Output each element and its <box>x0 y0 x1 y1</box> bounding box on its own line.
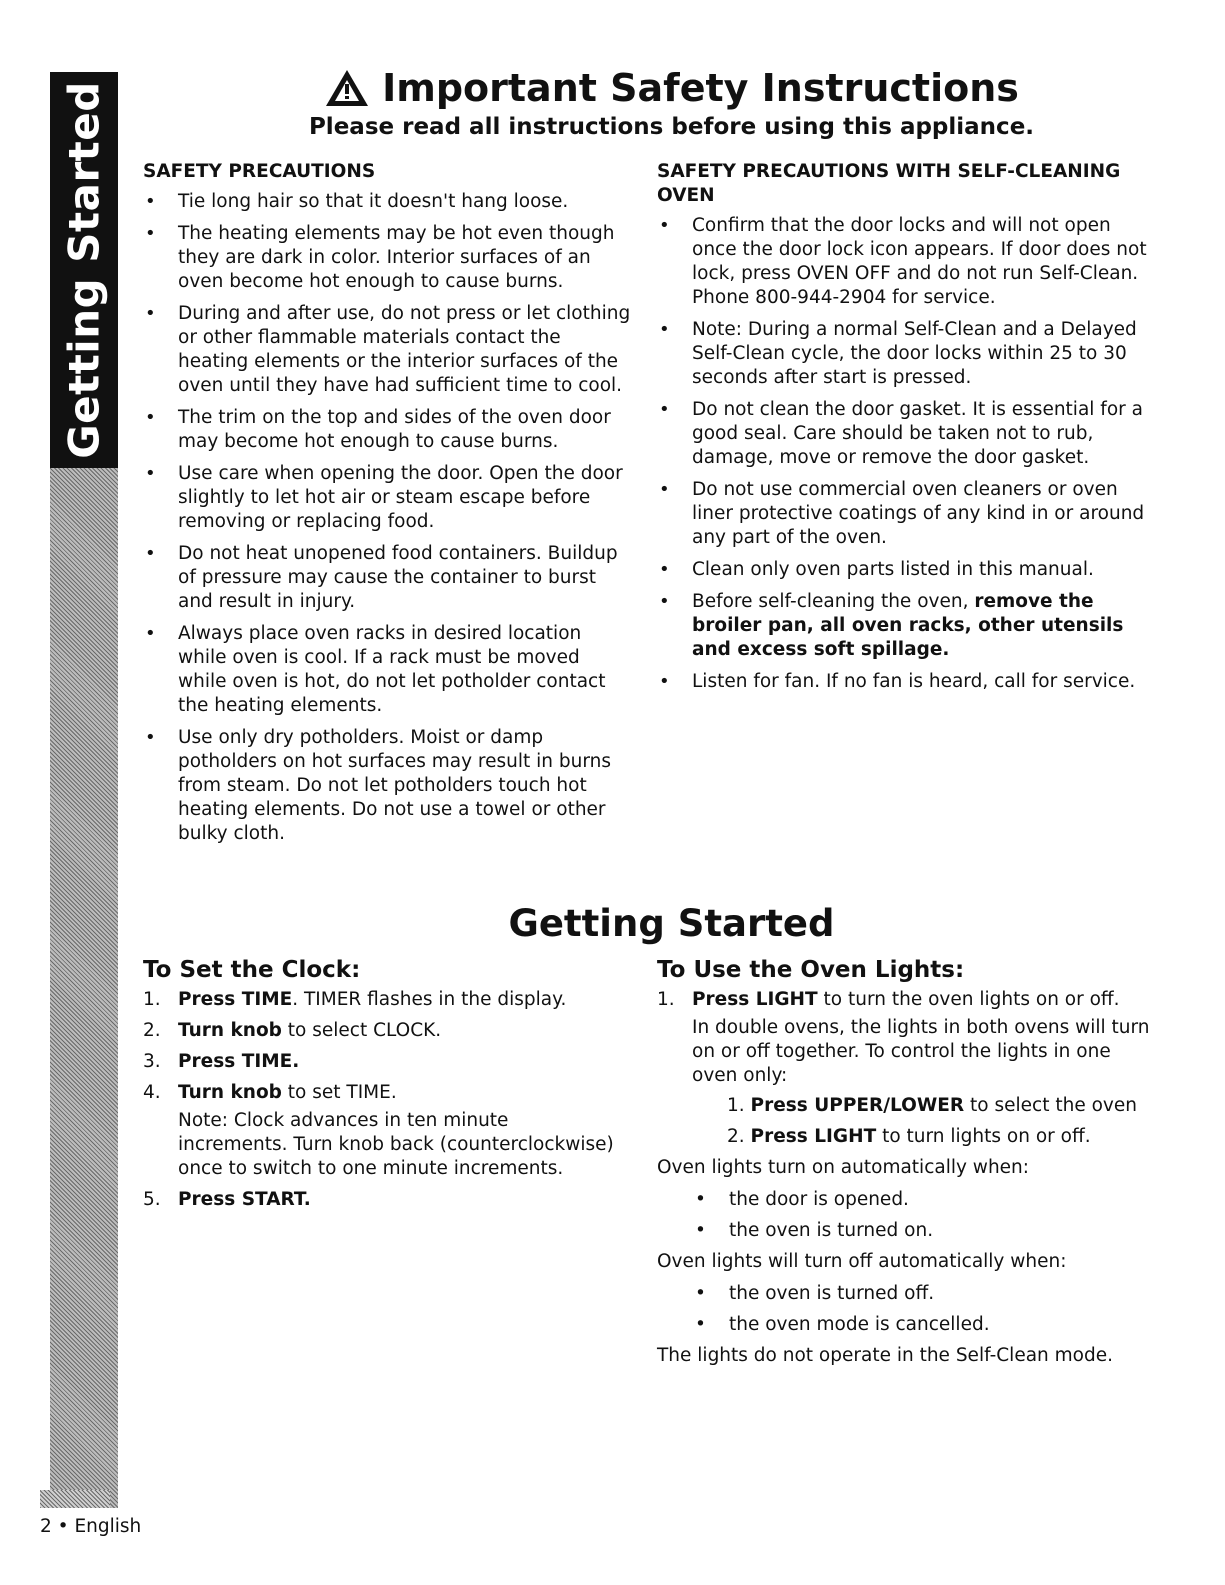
step-action: Press LIGHT <box>692 989 818 1010</box>
step-number: 1. <box>143 989 161 1010</box>
sub-step-item <box>692 1094 1157 1118</box>
step-number: 3. <box>143 1051 161 1072</box>
side-tab <box>50 72 118 468</box>
list-item: • Do not use commercial oven cleaners or oven liner protective coatings of any kind in or around any part of the oven. <box>657 478 1157 550</box>
step-item <box>143 1019 623 1043</box>
step-item <box>143 1081 623 1181</box>
list-item-text: Before self-cleaning the oven, <box>692 591 975 612</box>
self-clean-heading: SAFETY PRECAUTIONS WITH SELF-CLEANING OVEN <box>657 161 1121 206</box>
warning-icon <box>324 68 370 108</box>
step-item <box>143 1188 623 1212</box>
double-ovens-note: In double ovens, the lights in both ovens will turn on or off together. To control the lights in one oven only: <box>692 1017 1150 1086</box>
step-text: to turn the oven lights on or off. <box>817 989 1120 1010</box>
list-item: • The trim on the top and sides of the oven door may become hot enough to cause burns. <box>143 406 633 454</box>
step-action: Turn knob <box>178 1082 282 1103</box>
side-tab-label: Getting Started <box>59 81 109 459</box>
sub-step-text: to select the oven <box>964 1095 1137 1116</box>
list-item: • Do not clean the door gasket. It is essential for a good seal. Care should be taken not to rub, damage, move or remove the door gasket. <box>657 398 1157 470</box>
sub-step-action: Press LIGHT <box>750 1126 877 1147</box>
page-subtitle: Please read all instructions before using this appliance. <box>308 114 1035 140</box>
side-strip-decoration <box>50 468 118 1508</box>
step-number: 4. <box>143 1082 161 1103</box>
self-clean-section <box>657 160 1157 702</box>
list-item: • Confirm that the door locks and will not open once the door lock icon appears. If door does not lock, press OVEN OFF and do not run Self-Clean. Phone 800-944-2904 for service. <box>657 214 1157 310</box>
list-item: • Always place oven racks in desired location while oven is cool. If a rack must be moved while oven is hot, do not let potholder contact the heating elements. <box>143 622 633 718</box>
list-item: • Do not heat unopened food containers. Buildup of pressure may cause the container to burst and result in injury. <box>143 542 633 614</box>
list-item: • the oven mode is cancelled. <box>657 1313 1157 1337</box>
clock-note: Note: Clock advances in ten minute increments. Turn knob back (counterclockwise) once to switch to one minute increments. <box>178 1110 614 1179</box>
set-clock-heading: To Set the Clock: <box>143 957 361 983</box>
sub-step-action: Press UPPER/LOWER <box>750 1095 965 1116</box>
safety-precautions-list <box>143 190 633 846</box>
self-clean-list <box>657 214 1157 694</box>
oven-lights-steps <box>657 988 1157 1149</box>
auto-on-list <box>657 1188 1157 1243</box>
list-item-emphasis: remove the broiler pan, all oven racks, other utensils and excess soft spillage. <box>692 591 1124 660</box>
set-clock-steps <box>143 988 623 1212</box>
safety-precautions-heading: SAFETY PRECAUTIONS <box>143 161 376 182</box>
double-oven-sub-steps <box>692 1094 1157 1149</box>
auto-off-intro: Oven lights will turn off automatically when: <box>657 1251 1067 1272</box>
list-item: • Listen for fan. If no fan is heard, call for service. <box>657 670 1157 694</box>
self-clean-lights-note: The lights do not operate in the Self-Clean mode. <box>657 1345 1113 1366</box>
step-action: Press TIME <box>178 989 293 1010</box>
step-item <box>143 988 623 1012</box>
step-action: Press START. <box>178 1189 311 1210</box>
header <box>118 66 1225 140</box>
safety-precautions-section <box>143 160 633 854</box>
list-item: • Clean only oven parts listed in this manual. <box>657 558 1157 582</box>
list-item <box>657 590 1157 662</box>
list-item: • Note: During a normal Self-Clean and a Delayed Self-Clean cycle, the door locks within 25 to 30 seconds after start is pressed. <box>657 318 1157 390</box>
list-item: • the oven is turned off. <box>657 1282 1157 1306</box>
step-number: 5. <box>143 1189 161 1210</box>
step-action: Press TIME. <box>178 1051 300 1072</box>
step-item <box>657 988 1157 1149</box>
page-title: Important Safety Instructions <box>382 66 1019 110</box>
step-action: Turn knob <box>178 1020 282 1041</box>
side-strip-tail-decoration <box>40 1490 110 1508</box>
list-item: • Use only dry potholders. Moist or damp potholders on hot surfaces may result in burns from steam. Do not let potholders touch hot heating elements. Do not use a towel or other bulky cloth. <box>143 726 633 846</box>
sub-step-number: 1. <box>727 1095 751 1116</box>
sub-step-number: 2. <box>727 1126 751 1147</box>
page-title-row <box>324 66 1019 110</box>
oven-lights-heading: To Use the Oven Lights: <box>657 957 965 983</box>
step-number: 2. <box>143 1020 161 1041</box>
oven-lights-section <box>657 958 1157 1376</box>
step-text: . TIMER flashes in the display. <box>292 989 567 1010</box>
sub-step-text: to turn lights on or off. <box>876 1126 1091 1147</box>
list-item: • Tie long hair so that it doesn't hang loose. <box>143 190 633 214</box>
step-item <box>143 1050 623 1074</box>
step-number: 1. <box>657 989 675 1010</box>
auto-on-intro: Oven lights turn on automatically when: <box>657 1157 1030 1178</box>
sub-step-item <box>692 1125 1157 1149</box>
getting-started-title: Getting Started <box>508 902 835 945</box>
list-item: • The heating elements may be hot even though they are dark in color. Interior surfaces of an oven become hot enough to cause burns. <box>143 222 633 294</box>
list-item: • the door is opened. <box>657 1188 1157 1212</box>
list-item: • the oven is turned on. <box>657 1219 1157 1243</box>
step-text: to set TIME. <box>281 1082 397 1103</box>
list-item: • Use care when opening the door. Open the door slightly to let hot air or steam escape before removing or replacing food. <box>143 462 633 534</box>
step-text: to select CLOCK. <box>281 1020 442 1041</box>
page-footer: 2 • English <box>40 1516 142 1537</box>
list-item: • During and after use, do not press or let clothing or other flammable materials contact the heating elements or the interior surfaces of the oven until they have had sufficient time to cool. <box>143 302 633 398</box>
set-clock-section <box>143 958 623 1219</box>
auto-off-list <box>657 1282 1157 1337</box>
